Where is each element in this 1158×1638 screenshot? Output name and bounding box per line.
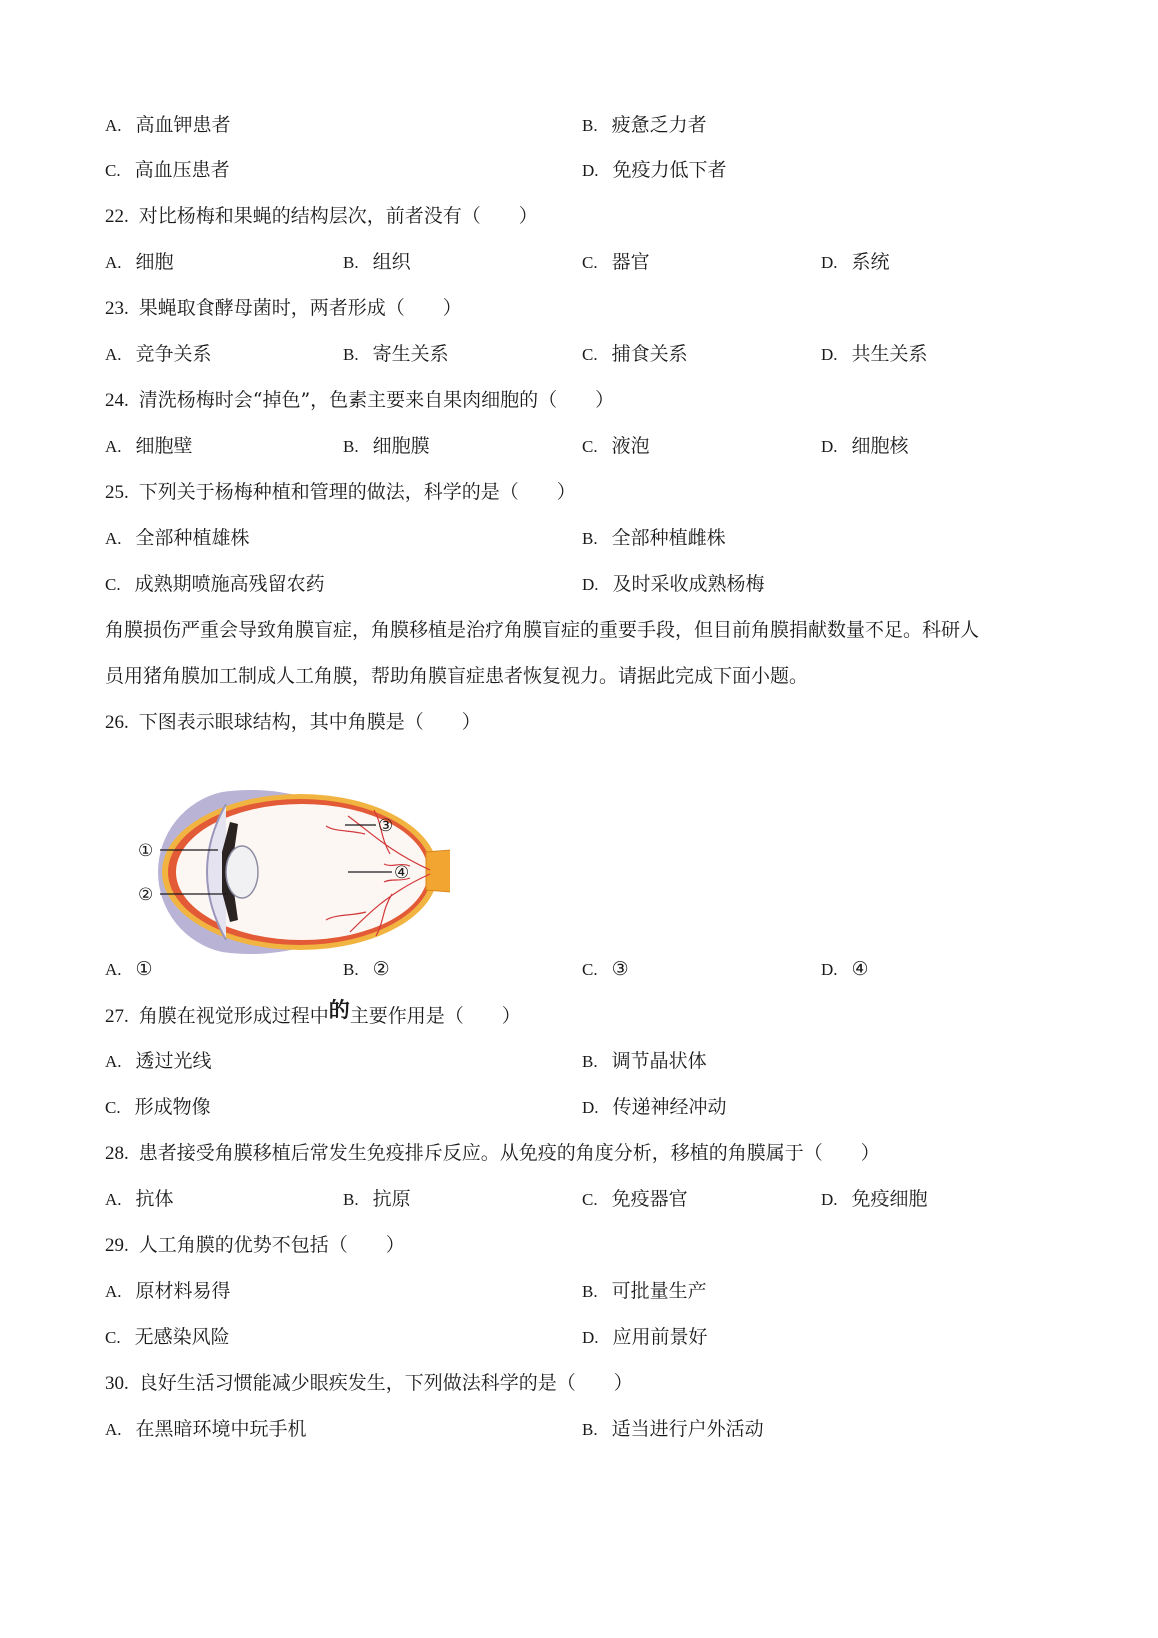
figure-label-4: ④ [394,863,410,883]
option-26-d[interactable]: D. ④ [821,958,869,980]
question-24-stem: 24. 清洗杨梅时会“掉色”，色素主要来自果肉细胞的（ ） [105,389,615,411]
option-27-c[interactable]: C. 形成物像 [105,1096,211,1118]
option-22-b[interactable]: B. 组织 [343,251,411,273]
option-27-a[interactable]: A. 透过光线 [105,1050,212,1072]
option-28-b[interactable]: B. 抗原 [343,1188,411,1210]
option-24-b[interactable]: B. 细胞膜 [343,435,430,457]
question-28-stem: 28. 患者接受角膜移植后常发生免疫排斥反应。从免疫的角度分析，移植的角膜属于（ ） [105,1142,880,1164]
option-30-a[interactable]: A. 在黑暗环境中玩手机 [105,1418,307,1440]
passage-line-2: 员用猪角膜加工制成人工角膜，帮助角膜盲症患者恢复视力。请据此完成下面小题。 [105,665,809,687]
option-27-d[interactable]: D. 传递神经冲动 [582,1096,727,1118]
option-21-b[interactable]: B. 疲惫乏力者 [582,114,707,136]
question-23-stem: 23. 果蝇取食酵母菌时，两者形成（ ） [105,297,462,319]
option-25-d[interactable]: D. 及时采收成熟杨梅 [582,573,765,595]
option-30-b[interactable]: B. 适当进行户外活动 [582,1418,764,1440]
option-22-d[interactable]: D. 系统 [821,251,890,273]
option-29-a[interactable]: A. 原材料易得 [105,1280,231,1302]
question-27-stem: 27. 角膜在视觉形成过程中的主要作用是（ ） [105,997,521,1027]
option-21-c[interactable]: C. 高血压患者 [105,159,230,181]
option-22-c[interactable]: C. 器官 [582,251,650,273]
option-28-c[interactable]: C. 免疫器官 [582,1188,688,1210]
option-28-d[interactable]: D. 免疫细胞 [821,1188,928,1210]
figure-label-1: ① [138,841,154,861]
option-21-a[interactable]: A. 高血钾患者 [105,114,231,136]
question-30-stem: 30. 良好生活习惯能减少眼疾发生，下列做法科学的是（ ） [105,1372,633,1394]
option-27-b[interactable]: B. 调节晶状体 [582,1050,707,1072]
option-29-d[interactable]: D. 应用前景好 [582,1326,708,1348]
option-25-a[interactable]: A. 全部种植雄株 [105,527,250,549]
option-21-d[interactable]: D. 免疫力低下者 [582,159,727,181]
optic-nerve-shape [426,850,450,892]
question-25-stem: 25. 下列关于杨梅种植和管理的做法，科学的是（ ） [105,481,576,503]
option-26-b[interactable]: B. ② [343,958,390,980]
option-26-a[interactable]: A. ① [105,958,153,980]
figure-label-2: ② [138,885,154,905]
option-25-c[interactable]: C. 成熟期喷施高残留农药 [105,573,325,595]
eyeball-diagram [130,782,450,962]
option-28-a[interactable]: A. 抗体 [105,1188,174,1210]
option-29-b[interactable]: B. 可批量生产 [582,1280,707,1302]
option-26-c[interactable]: C. ③ [582,958,629,980]
option-23-a[interactable]: A. 竞争关系 [105,343,212,365]
option-24-c[interactable]: C. 液泡 [582,435,650,457]
option-29-c[interactable]: C. 无感染风险 [105,1326,230,1348]
option-23-d[interactable]: D. 共生关系 [821,343,928,365]
option-24-a[interactable]: A. 细胞壁 [105,435,193,457]
figure-label-3: ③ [378,816,394,836]
option-24-d[interactable]: D. 细胞核 [821,435,909,457]
option-23-b[interactable]: B. 寄生关系 [343,343,449,365]
option-25-b[interactable]: B. 全部种植雌株 [582,527,726,549]
lens-shape [226,846,258,898]
question-26-stem: 26. 下图表示眼球结构，其中角膜是（ ） [105,711,481,733]
option-23-c[interactable]: C. 捕食关系 [582,343,688,365]
question-29-stem: 29. 人工角膜的优势不包括（ ） [105,1234,405,1256]
passage-line-1: 角膜损伤严重会导致角膜盲症，角膜移植是治疗角膜盲症的重要手段，但目前角膜捐献数量不足。科研人 [105,619,980,641]
option-22-a[interactable]: A. 细胞 [105,251,174,273]
question-22-stem: 22. 对比杨梅和果蝇的结构层次，前者没有（ ） [105,205,538,227]
